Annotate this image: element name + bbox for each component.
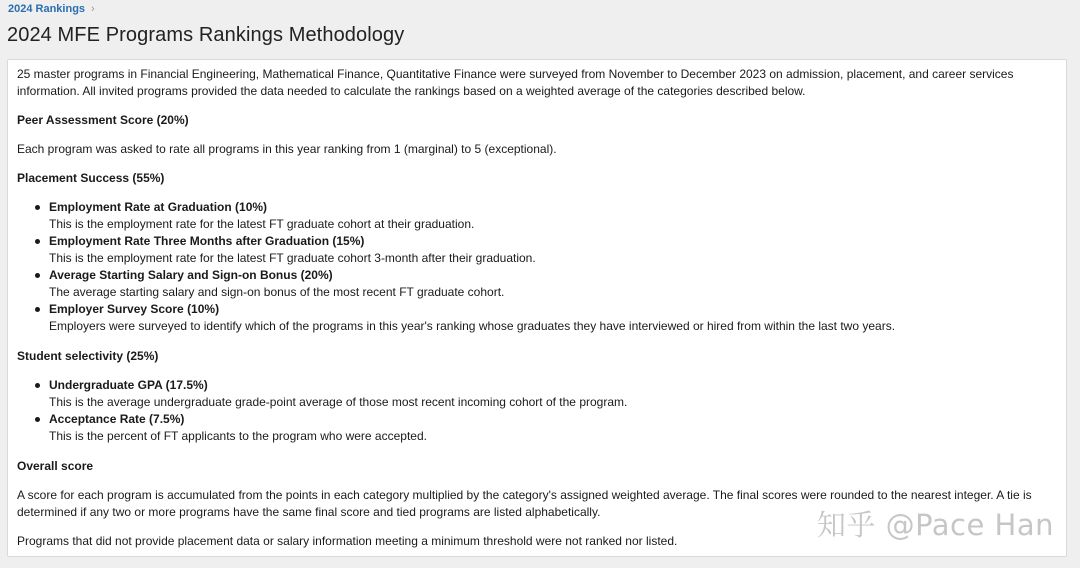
chevron-right-icon: ›	[91, 3, 95, 15]
list-item-title: Undergraduate GPA (17.5%)	[49, 378, 208, 392]
list-item-description: This is the employment rate for the latest FT graduate cohort 3-month after their graduation.	[49, 251, 536, 265]
overall-score-heading: Overall score	[17, 459, 94, 473]
intro-text: 25 master programs in Financial Engineering, Mathematical Finance, Quantitative Finance were surveyed from November to December 2023 on admission, placement, and career services information. All invited programs provided the data needed to calculate the rankings based on a weighted average of the categories described below.	[17, 67, 1014, 98]
student-selectivity-list	[17, 377, 1059, 445]
methodology-content	[17, 66, 1059, 550]
list-item	[49, 267, 1059, 301]
list-item-description: This is the employment rate for the latest FT graduate cohort at their graduation.	[49, 217, 475, 231]
placement-success-heading: Placement Success (55%)	[17, 171, 165, 185]
overall-score-text: A score for each program is accumulated from the points in each category multiplied by the category's assigned weighted average. The final scores were rounded to the nearest integer. A tie is determined if any two or more programs have the same final score and tied programs are listed alphabetically.	[17, 488, 1032, 519]
list-item-title: Average Starting Salary and Sign-on Bonus (20%)	[49, 268, 333, 282]
list-item	[49, 411, 1059, 445]
list-item	[49, 233, 1059, 267]
list-item-title: Employment Rate Three Months after Graduation (15%)	[49, 234, 365, 248]
peer-assessment-heading: Peer Assessment Score (20%)	[17, 113, 189, 127]
list-item	[49, 301, 1059, 335]
breadcrumb	[8, 3, 95, 15]
list-item-title: Employment Rate at Graduation (10%)	[49, 200, 268, 214]
list-item-description: Employers were surveyed to identify which of the programs in this year's ranking whose graduates they have interviewed or hired from within the last two years.	[49, 319, 896, 333]
methodology-card	[7, 59, 1067, 557]
student-selectivity-heading: Student selectivity (25%)	[17, 349, 159, 363]
list-item-title: Employer Survey Score (10%)	[49, 302, 220, 316]
watermark: 知乎 @Pace Han	[816, 508, 1054, 542]
not-ranked-note: Programs that did not provide placement data or salary information meeting a minimum threshold were not ranked nor listed.	[17, 534, 678, 548]
peer-assessment-text: Each program was asked to rate all programs in this year ranking from 1 (marginal) to 5 (exceptional).	[17, 142, 557, 156]
placement-success-list	[17, 199, 1059, 335]
list-item	[49, 199, 1059, 233]
list-item-description: This is the percent of FT applicants to the program who were accepted.	[49, 429, 427, 443]
list-item	[49, 377, 1059, 411]
list-item-description: This is the average undergraduate grade-point average of those most recent incoming cohort of the program.	[49, 395, 628, 409]
page-title: 2024 MFE Programs Rankings Methodology	[7, 24, 405, 46]
list-item-description: The average starting salary and sign-on bonus of the most recent FT graduate cohort.	[49, 285, 505, 299]
list-item-title: Acceptance Rate (7.5%)	[49, 412, 185, 426]
breadcrumb-link-2024-rankings[interactable]: 2024 Rankings	[8, 3, 86, 15]
